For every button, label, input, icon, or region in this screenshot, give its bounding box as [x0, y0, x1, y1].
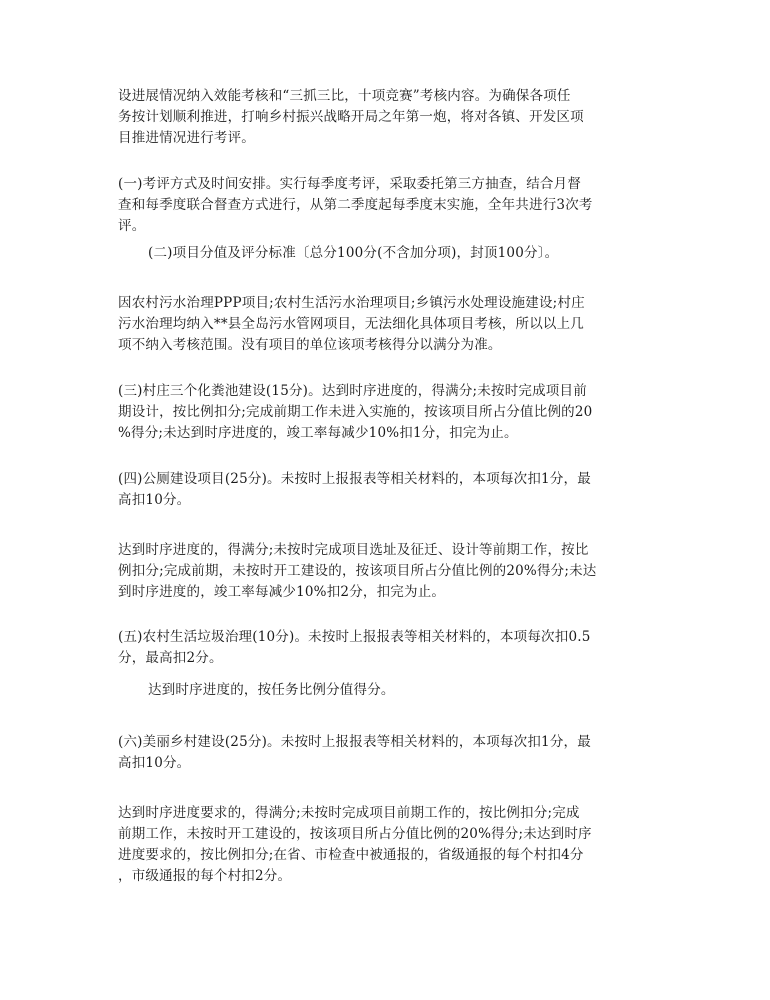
text-line: 务按计划顺利推进，打响乡村振兴战略开局之年第一炮，将对各镇、开发区项 [118, 109, 584, 125]
paragraph-section-6-detail [118, 803, 658, 887]
paragraph-sewage-note [118, 293, 658, 356]
text-line: (二)项目分值及评分标准〔总分100分(不含加分项)，封顶100分〕。 [148, 245, 559, 261]
paragraph-section-6 [118, 732, 658, 774]
paragraph-section-3 [118, 381, 658, 444]
text-line: 项不纳入考核范围。没有项目的单位该项考核得分以满分为准。 [118, 337, 502, 353]
text-line: 到时序进度的，竣工率每减少10%扣2分，扣完为止。 [118, 584, 446, 600]
text-line: (四)公厕建设项目(25分)。未按时上报报表等相关材料的，本项每次扣1分，最 [118, 471, 591, 487]
text-line: 目推进情况进行考评。 [118, 130, 255, 146]
text-line: 设进展情况纳入效能考核和“三抓三比，十项竞赛”考核内容。为确保各项任 [118, 88, 571, 104]
text-line: (六)美丽乡村建设(25分)。未按时上报报表等相关材料的，本项每次扣1分，最 [118, 734, 591, 750]
text-line: 查和每季度联合督查方式进行，从第二季度起每季度末实施，全年共进行3次考 [118, 197, 593, 213]
paragraph-section-4 [118, 469, 658, 511]
text-line: 因农村污水治理PPP项目;农村生活污水治理项目;乡镇污水处理设施建设;村庄 [118, 295, 585, 311]
paragraph-section-2 [148, 243, 688, 264]
text-line: 例扣分;完成前期，未按时开工建设的，按该项目所占分值比例的20%得分;未达 [118, 563, 597, 579]
text-line: 达到时序进度要求的，得满分;未按时完成项目前期工作的，按比例扣分;完成 [118, 805, 580, 821]
text-line: 达到时序进度的，按任务比例分值得分。 [148, 682, 395, 698]
paragraph-section-5-detail [148, 680, 688, 701]
paragraph-intro [118, 86, 658, 149]
text-line: 达到时序进度的，得满分;未按时完成项目选址及征迁、设计等前期工作，按比 [118, 542, 589, 558]
text-line: (五)农村生活垃圾治理(10分)。未按时上报报表等相关材料的，本项每次扣0.5 [118, 629, 591, 645]
text-line: 污水治理均纳入**县全岛污水管网项目，无法细化具体项目考核，所以以上几 [118, 316, 584, 332]
text-line: 前期工作，未按时开工建设的，按该项目所占分值比例的20%得分;未达到时序 [118, 826, 592, 842]
paragraph-section-5 [118, 627, 658, 669]
text-line: (一)考评方式及时间安排。实行每季度考评，采取委托第三方抽查，结合月督 [118, 176, 582, 192]
paragraph-section-4-detail [118, 540, 658, 603]
text-line: 期设计，按比例扣分;完成前期工作未进入实施的，按该项目所占分值比例的20 [118, 404, 593, 420]
text-line: 进度要求的，按比例扣分;在省、市检查中被通报的，省级通报的每个村扣4分 [118, 847, 584, 863]
text-line: %得分;未达到时序进度的，竣工率每减少10%扣1分，扣完为止。 [118, 425, 518, 441]
text-line: 分，最高扣2分。 [118, 650, 223, 666]
text-line: ，市级通报的每个村扣2分。 [118, 868, 292, 884]
text-line: 高扣10分。 [118, 492, 191, 508]
text-line: 评。 [118, 218, 146, 234]
text-line: 高扣10分。 [118, 755, 191, 771]
paragraph-section-1 [118, 174, 658, 237]
text-line: (三)村庄三个化粪池建设(15分)。达到时序进度的，得满分;未按时完成项目前 [118, 383, 587, 399]
